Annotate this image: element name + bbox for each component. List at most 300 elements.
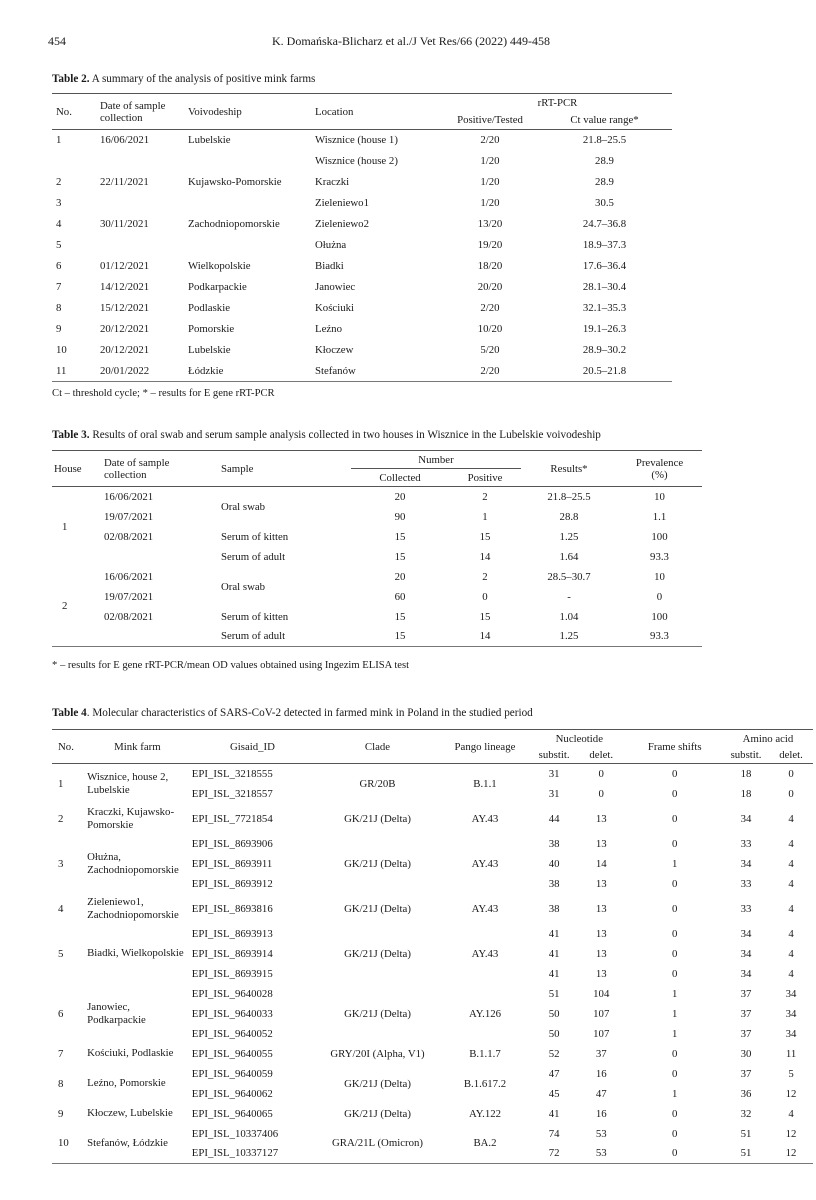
table2-label: Table 2. — [52, 73, 90, 85]
table4-body — [52, 764, 813, 1164]
cell-pango: AY.43 — [471, 812, 499, 825]
cell-nt-substit: 41 — [548, 1107, 560, 1120]
cell-frame-shifts: 0 — [672, 1067, 678, 1080]
cell-no: 2 — [56, 176, 62, 188]
table-row — [52, 984, 813, 1004]
cell-gisaid-id: EPI_ISL_3218557 — [191, 787, 273, 800]
cell-collected: 15 — [394, 630, 406, 643]
page-number: 454 — [48, 34, 66, 48]
cell-collected: 15 — [394, 610, 406, 623]
table-row — [52, 1104, 813, 1124]
cell-clade: GK/21J (Delta) — [344, 947, 411, 960]
cell-pango: BA.2 — [473, 1137, 497, 1150]
cell-ct-range: 24.7–36.8 — [582, 218, 627, 230]
cell-gisaid-id: EPI_ISL_8693913 — [191, 927, 273, 940]
table2 — [52, 93, 672, 382]
cell-ct-range: 28.9 — [595, 176, 614, 188]
cell-no: 4 — [58, 902, 64, 915]
cell-results: 21.8–25.5 — [547, 490, 591, 503]
cell-nt-delet: 13 — [595, 902, 607, 915]
t3-header-number: Number — [351, 451, 521, 469]
cell-date: 15/12/2021 — [100, 302, 150, 314]
cell-aa-substit: 32 — [740, 1107, 752, 1120]
cell-prevalence: 1.1 — [652, 510, 667, 523]
cell-sample: Serum of kitten — [221, 530, 289, 543]
cell-clade: GK/21J (Delta) — [344, 1107, 411, 1120]
cell-aa-substit: 18 — [740, 787, 752, 800]
t2-header-rrtpcr: rRT-PCR — [537, 96, 578, 109]
cell-collected: 20 — [394, 490, 406, 503]
cell-aa-substit: 34 — [740, 927, 752, 940]
cell-gisaid-id: EPI_ISL_9640055 — [191, 1047, 273, 1060]
cell-ct-range: 28.9 — [595, 155, 614, 167]
cell-date: 20/12/2021 — [100, 323, 150, 335]
cell-frame-shifts: 1 — [672, 987, 678, 1000]
cell-date: 30/11/2021 — [100, 218, 149, 230]
cell-gisaid-id: EPI_ISL_8693912 — [191, 877, 273, 890]
table4-title: . Molecular characteristics of SARS-CoV-2 detected in farmed mink in Poland in the studied period — [86, 707, 533, 719]
cell-date: 22/11/2021 — [100, 176, 149, 188]
cell-positive-tested: 10/20 — [477, 323, 503, 335]
cell-frame-shifts: 0 — [672, 1047, 678, 1060]
cell-aa-substit: 34 — [740, 947, 752, 960]
cell-location: Wisznice (house 2) — [315, 155, 398, 167]
cell-nt-delet: 47 — [595, 1087, 607, 1100]
cell-date: 14/12/2021 — [100, 281, 150, 293]
cell-aa-delet: 12 — [785, 1127, 797, 1140]
cell-gisaid-id: EPI_ISL_9640033 — [191, 1007, 273, 1020]
cell-clade: GRA/21L (Omicron) — [331, 1137, 424, 1150]
cell-no: 10 — [56, 344, 67, 356]
cell-date: 02/08/2021 — [104, 610, 154, 623]
cell-clade: GK/21J (Delta) — [344, 902, 411, 915]
cell-voivodeship: Lubelskie — [188, 134, 231, 147]
cell-date — [100, 235, 188, 256]
cell-collected: 20 — [394, 570, 406, 583]
cell-gisaid-id: EPI_ISL_9640028 — [191, 987, 273, 1000]
cell-aa-delet: 12 — [785, 1147, 797, 1160]
t4-header-amino: Amino acid — [742, 732, 794, 745]
cell-nt-substit: 51 — [548, 987, 560, 1000]
cell-pango: AY.43 — [471, 902, 499, 915]
cell-aa-substit: 37 — [740, 1067, 752, 1080]
cell-gisaid-id: EPI_ISL_3218555 — [191, 767, 273, 780]
cell-clade: GK/21J (Delta) — [344, 857, 411, 870]
cell-no: 3 — [56, 197, 62, 209]
cell-ct-range: 21.8–25.5 — [582, 134, 627, 147]
cell-positive-tested: 2/20 — [480, 364, 500, 377]
cell-voivodeship: Wielkopolskie — [188, 260, 251, 272]
cell-nt-delet: 13 — [595, 877, 607, 890]
cell-voivodeship: Pomorskie — [188, 323, 235, 335]
cell-aa-delet: 34 — [785, 987, 797, 1000]
cell-voivodeship — [188, 151, 315, 172]
cell-frame-shifts: 1 — [672, 1087, 678, 1100]
table3-footnote: * – results for E gene rRT-PCR/mean OD values obtained using Ingezim ELISA test — [52, 660, 410, 671]
cell-gisaid-id: EPI_ISL_8693915 — [191, 967, 273, 980]
cell-mink-farm: Leźno, Pomorskie — [87, 1077, 166, 1089]
table4-label: Table 4 — [52, 707, 87, 719]
cell-nt-substit: 74 — [548, 1127, 560, 1140]
cell-date — [104, 627, 221, 647]
cell-date: 16/06/2021 — [104, 490, 154, 503]
t3-header-results: Results* — [550, 462, 588, 475]
cell-prevalence: 100 — [651, 530, 668, 543]
cell-positive: 14 — [479, 550, 491, 563]
cell-location: Zieleniewo2 — [315, 218, 369, 230]
t4-header-frame: Frame shifts — [647, 740, 702, 753]
cell-date: 16/06/2021 — [100, 134, 150, 147]
cell-prevalence: 93.3 — [650, 550, 669, 563]
cell-aa-delet: 4 — [788, 857, 794, 870]
t4-header-clade: Clade — [364, 740, 391, 753]
cell-prevalence: 93.3 — [650, 630, 669, 643]
cell-gisaid-id: EPI_ISL_8693816 — [191, 902, 273, 915]
cell-date: 19/07/2021 — [104, 590, 154, 603]
cell-mink-farm: Kościuki, Podlaskie — [87, 1047, 174, 1059]
cell-gisaid-id: EPI_ISL_8693906 — [191, 837, 273, 850]
cell-aa-delet: 4 — [788, 837, 794, 850]
cell-collected: 90 — [394, 510, 406, 523]
table-row — [52, 235, 672, 256]
table-row — [52, 627, 702, 647]
cell-no: 6 — [56, 260, 62, 272]
cell-gisaid-id: EPI_ISL_8693914 — [191, 947, 273, 960]
cell-aa-delet: 0 — [788, 767, 794, 780]
cell-collected: 15 — [394, 550, 406, 563]
cell-aa-delet: 11 — [785, 1047, 797, 1060]
cell-ct-range: 30.5 — [595, 197, 614, 209]
cell-date — [104, 547, 221, 567]
cell-no: 9 — [58, 1107, 64, 1120]
table-row — [52, 1044, 813, 1064]
t4-header-no: No. — [58, 740, 74, 753]
cell-clade: GRY/20I (Alpha, V1) — [330, 1047, 425, 1060]
cell-frame-shifts: 0 — [672, 947, 678, 960]
cell-nt-delet: 0 — [598, 767, 604, 780]
cell-date: 19/07/2021 — [104, 510, 154, 523]
cell-gisaid-id: EPI_ISL_10337406 — [191, 1127, 279, 1140]
table-row — [52, 507, 702, 527]
cell-prevalence: 10 — [654, 490, 665, 503]
table4-caption — [52, 707, 533, 719]
cell-positive-tested: 2/20 — [480, 302, 500, 314]
cell-aa-substit: 33 — [740, 902, 752, 915]
table-row — [52, 361, 672, 382]
cell-aa-substit: 34 — [740, 967, 752, 980]
cell-results: 1.64 — [559, 550, 579, 563]
t3-header-positive: Positive — [467, 471, 503, 484]
cell-location: Wisznice (house 1) — [315, 134, 398, 147]
cell-nt-substit: 72 — [548, 1147, 560, 1160]
cell-aa-substit: 37 — [740, 1007, 752, 1020]
cell-no: 8 — [58, 1077, 64, 1090]
cell-frame-shifts: 0 — [672, 967, 678, 980]
t3-header-sample: Sample — [221, 462, 254, 475]
cell-pango: B.1.617.2 — [463, 1077, 507, 1090]
cell-no: 1 — [56, 134, 62, 147]
cell-location: Kłoczew — [315, 344, 354, 356]
cell-positive-tested: 1/20 — [480, 197, 500, 209]
table-row — [52, 567, 702, 587]
cell-no: 6 — [58, 1007, 64, 1020]
cell-gisaid-id: EPI_ISL_8693911 — [191, 857, 273, 870]
cell-nt-delet: 107 — [593, 1007, 610, 1020]
table-row — [52, 340, 672, 361]
cell-ct-range: 17.6–36.4 — [582, 260, 627, 272]
cell-date: 20/01/2022 — [100, 364, 150, 377]
cell-nt-delet: 13 — [595, 812, 607, 825]
cell-voivodeship — [188, 235, 315, 256]
cell-nt-substit: 45 — [548, 1087, 560, 1100]
t4-header-aa-delet: delet. — [779, 749, 803, 762]
cell-nt-substit: 38 — [548, 877, 560, 890]
table-row — [52, 924, 813, 944]
cell-pango: AY.126 — [468, 1007, 502, 1020]
cell-nt-delet: 16 — [595, 1067, 607, 1080]
cell-nt-substit: 50 — [548, 1007, 560, 1020]
table-row — [52, 214, 672, 235]
cell-gisaid-id: EPI_ISL_9640065 — [191, 1107, 273, 1120]
t4-header-nt-delet: delet. — [589, 749, 614, 762]
cell-pango: B.1.1.7 — [469, 1047, 501, 1060]
cell-mink-farm: Kłoczew, Lubelskie — [87, 1107, 173, 1119]
cell-sample: Oral swab — [221, 500, 266, 513]
cell-date — [100, 151, 188, 172]
t3-header-house: House — [54, 462, 82, 475]
cell-frame-shifts: 0 — [672, 767, 678, 780]
table-row — [52, 256, 672, 277]
cell-pango: AY.43 — [471, 857, 499, 870]
cell-frame-shifts: 0 — [672, 787, 678, 800]
cell-ct-range: 32.1–35.3 — [582, 302, 627, 314]
cell-sample: Serum of adult — [221, 630, 286, 643]
cell-date: 01/12/2021 — [100, 260, 150, 272]
cell-voivodeship: Podlaskie — [188, 302, 230, 314]
cell-frame-shifts: 0 — [672, 1147, 678, 1160]
table2-title: A summary of the analysis of positive mink farms — [89, 73, 316, 85]
table-row — [52, 587, 702, 607]
cell-results: - — [567, 590, 571, 603]
cell-nt-substit: 40 — [548, 857, 560, 870]
t2-header-ct: Ct value range* — [570, 114, 639, 127]
cell-location: Biadki — [315, 260, 344, 272]
cell-frame-shifts: 0 — [672, 877, 678, 890]
cell-nt-substit: 38 — [548, 837, 560, 850]
table-row — [52, 804, 813, 834]
cell-positive-tested: 13/20 — [477, 218, 503, 230]
cell-aa-delet: 0 — [788, 787, 794, 800]
cell-sample: Oral swab — [221, 580, 266, 593]
cell-house: 2 — [62, 600, 68, 613]
cell-nt-delet: 0 — [598, 787, 604, 800]
table2-body — [52, 130, 672, 382]
cell-ct-range: 20.5–21.8 — [582, 364, 627, 377]
cell-aa-substit: 51 — [740, 1147, 752, 1160]
cell-ct-range: 28.9–30.2 — [582, 344, 627, 356]
cell-no: 10 — [58, 1137, 69, 1150]
cell-frame-shifts: 0 — [672, 812, 678, 825]
cell-nt-substit: 31 — [548, 767, 560, 780]
cell-prevalence: 10 — [654, 570, 665, 583]
cell-nt-substit: 31 — [548, 787, 560, 800]
cell-nt-delet: 14 — [595, 857, 607, 870]
cell-no: 2 — [58, 812, 64, 825]
t2-header-no: No. — [56, 105, 72, 118]
table3-title: Results of oral swab and serum sample analysis collected in two houses in Wisznice in the Lubelskie voivodeship — [89, 429, 601, 441]
running-head: K. Domańska-Blicharz et al./J Vet Res/66 (2022) 449-458 — [272, 34, 551, 48]
table-row — [52, 834, 813, 854]
table4 — [52, 729, 813, 1164]
cell-nt-substit: 41 — [548, 927, 560, 940]
cell-no: 8 — [56, 302, 62, 314]
cell-positive-tested: 2/20 — [480, 134, 500, 147]
cell-no: 11 — [56, 364, 67, 377]
cell-aa-delet: 34 — [785, 1007, 797, 1020]
cell-date — [100, 193, 188, 214]
cell-mink-farm: Kraczki, Kujawsko-Pomorskie — [87, 805, 175, 831]
cell-no: 9 — [56, 323, 62, 335]
t2-header-voivodeship: Voivodeship — [188, 105, 242, 118]
cell-voivodeship: Lubelskie — [188, 344, 231, 356]
cell-aa-substit: 33 — [740, 837, 752, 850]
cell-nt-delet: 16 — [595, 1107, 607, 1120]
cell-collected: 15 — [394, 530, 406, 543]
cell-ct-range: 18.9–37.3 — [582, 239, 627, 251]
cell-date: 02/08/2021 — [104, 530, 154, 543]
cell-sample: Serum of kitten — [221, 610, 289, 623]
cell-sample: Serum of adult — [221, 550, 286, 563]
table-row — [52, 277, 672, 298]
cell-no: 5 — [58, 947, 64, 960]
cell-mink-farm: Janowiec, Podkarpackie — [87, 1000, 146, 1026]
cell-collected: 60 — [394, 590, 406, 603]
cell-clade: GK/21J (Delta) — [344, 812, 411, 825]
cell-positive: 1 — [482, 510, 488, 523]
cell-prevalence: 100 — [651, 610, 668, 623]
cell-aa-substit: 36 — [740, 1087, 752, 1100]
cell-results: 28.8 — [559, 510, 579, 523]
cell-positive: 15 — [479, 610, 491, 623]
table-row — [52, 894, 813, 924]
table-row — [52, 547, 702, 567]
cell-date: 16/06/2021 — [104, 570, 154, 583]
cell-frame-shifts: 0 — [672, 1127, 678, 1140]
cell-nt-delet: 53 — [595, 1147, 607, 1160]
cell-voivodeship: Kujawsko-Pomorskie — [188, 176, 282, 188]
cell-nt-delet: 13 — [595, 927, 607, 940]
cell-gisaid-id: EPI_ISL_10337127 — [191, 1147, 279, 1160]
table-row — [52, 1124, 813, 1144]
cell-nt-substit: 44 — [548, 812, 560, 825]
cell-no — [52, 151, 100, 172]
cell-nt-delet: 107 — [593, 1027, 610, 1040]
cell-gisaid-id: EPI_ISL_9640059 — [191, 1067, 273, 1080]
cell-frame-shifts: 0 — [672, 1107, 678, 1120]
table3-caption — [52, 429, 601, 441]
t4-header-gisaid: Gisaid_ID — [229, 740, 275, 753]
table-row — [52, 172, 672, 193]
t3-header-collected: Collected — [379, 471, 421, 484]
cell-nt-substit: 38 — [548, 902, 560, 915]
cell-voivodeship — [188, 193, 315, 214]
cell-nt-substit: 41 — [548, 967, 560, 980]
cell-nt-delet: 13 — [595, 837, 607, 850]
cell-aa-delet: 4 — [788, 1107, 794, 1120]
table-row — [52, 764, 813, 784]
cell-prevalence: 0 — [656, 590, 663, 603]
cell-nt-delet: 53 — [595, 1127, 607, 1140]
table-row — [52, 319, 672, 340]
t4-header-pango: Pango lineage — [454, 740, 516, 753]
cell-no: 7 — [58, 1047, 64, 1060]
cell-pango: B.1.1 — [473, 777, 497, 790]
cell-nt-substit: 47 — [548, 1067, 560, 1080]
cell-mink-farm: Biadki, Wielkopolskie — [87, 947, 184, 959]
table2-footnote: Ct – threshold cycle; * – results for E gene rRT-PCR — [52, 388, 275, 399]
t4-header-nt-substit: substit. — [538, 749, 570, 762]
cell-aa-delet: 12 — [785, 1087, 797, 1100]
cell-no: 7 — [56, 281, 62, 293]
table3-label: Table 3. — [52, 429, 90, 441]
cell-positive-tested: 18/20 — [477, 260, 503, 272]
cell-nt-delet: 13 — [595, 947, 607, 960]
cell-gisaid-id: EPI_ISL_9640062 — [191, 1087, 273, 1100]
cell-aa-substit: 33 — [740, 877, 752, 890]
cell-aa-substit: 30 — [740, 1047, 752, 1060]
cell-pango: AY.43 — [471, 947, 499, 960]
cell-nt-delet: 13 — [595, 967, 607, 980]
cell-nt-substit: 50 — [548, 1027, 560, 1040]
table-row — [52, 487, 702, 507]
table-row — [52, 1064, 813, 1084]
cell-mink-farm: Ołużna, Zachodniopomorskie — [87, 850, 179, 876]
cell-voivodeship: Zachodniopomorskie — [188, 218, 280, 230]
t2-header-date: Date of sample collection — [100, 99, 166, 124]
cell-positive-tested: 1/20 — [480, 176, 500, 188]
cell-frame-shifts: 0 — [672, 837, 678, 850]
table-row — [52, 130, 672, 151]
cell-aa-substit: 34 — [740, 857, 752, 870]
table-row — [52, 527, 702, 547]
t3-header-date: Date of sample collection — [104, 456, 170, 481]
cell-frame-shifts: 1 — [672, 1007, 678, 1020]
cell-frame-shifts: 1 — [672, 857, 678, 870]
cell-aa-substit: 18 — [740, 767, 752, 780]
table-row — [52, 151, 672, 172]
cell-no: 1 — [58, 777, 64, 790]
cell-positive: 15 — [479, 530, 491, 543]
t3-header-prevalence: Prevalence (%) — [635, 456, 684, 481]
cell-pango: AY.122 — [468, 1107, 502, 1120]
cell-aa-delet: 4 — [788, 902, 794, 915]
t4-header-nucleotide: Nucleotide — [555, 732, 603, 745]
table-row — [52, 607, 702, 627]
cell-date: 20/12/2021 — [100, 344, 150, 356]
cell-positive-tested: 19/20 — [477, 239, 503, 251]
cell-positive: 2 — [482, 490, 488, 503]
cell-nt-substit: 52 — [548, 1047, 560, 1060]
cell-gisaid-id: EPI_ISL_7721854 — [191, 812, 273, 825]
cell-location: Leźno — [315, 323, 342, 335]
cell-aa-substit: 37 — [740, 1027, 752, 1040]
cell-positive: 14 — [479, 630, 491, 643]
t2-header-pos-tested: Positive/Tested — [457, 114, 523, 127]
cell-results: 28.5–30.7 — [547, 570, 591, 583]
cell-aa-delet: 4 — [788, 812, 794, 825]
table-row — [52, 298, 672, 319]
cell-no: 5 — [56, 239, 62, 251]
